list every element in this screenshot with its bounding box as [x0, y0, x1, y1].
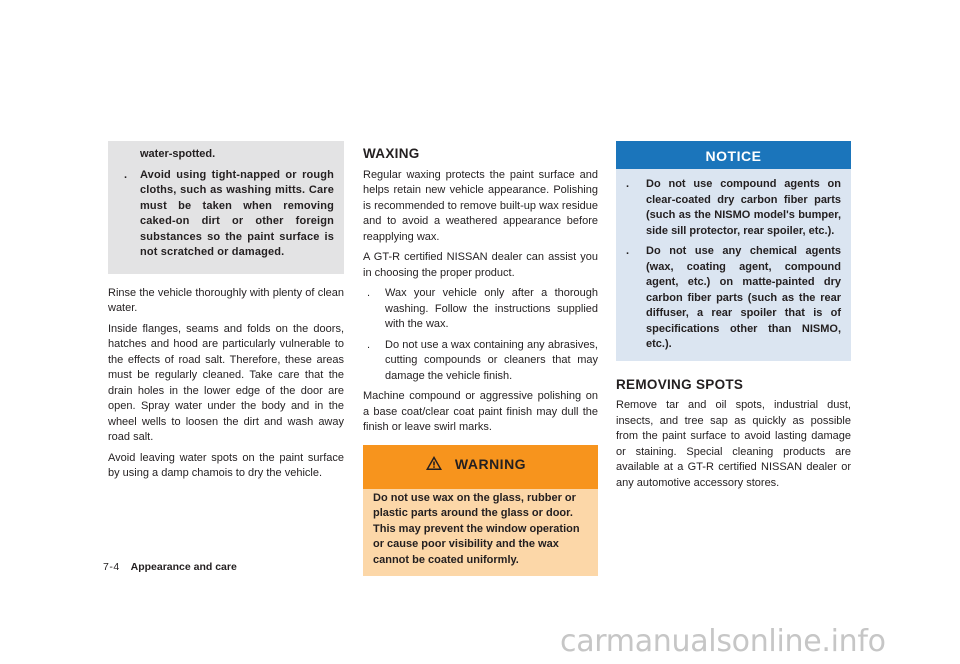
waxing-bullet-1-text: Wax your vehicle only after a thorough washing. Follow the instructions supplied with the wax.: [385, 287, 598, 330]
notice-bullet-2: [626, 244, 841, 353]
removing-spots-paragraph: Remove tar and oil spots, industrial dust, insects, and tree sap as quickly as possible from the paint surface to avoid lasting damage or staining. Special cleaning products are available at a GT-R certified NISSAN dealer or any automotive accessory stores.: [616, 399, 851, 489]
paragraph-road-salt: Inside flanges, seams and folds on the doors, hatches and hood are particularly vulnerable to the effects of road salt. Therefore, these areas must be regularly cleaned. Take care that the drain holes in the lower edge of the door are open. Spray water under the body and in the wheel wells to loosen the dirt and wash away road salt.: [108, 322, 344, 443]
notice-body: [616, 169, 851, 361]
paragraph-water-spots: Avoid leaving water spots on the paint surface by using a damp chamois to dry the vehicle.: [108, 451, 344, 479]
page-number: 7-4: [103, 561, 120, 573]
warning-header: [363, 445, 598, 489]
caution-continuation-box: [108, 141, 344, 274]
removing-spots-heading: REMOVING SPOTS: [616, 376, 744, 392]
bullet-marker: .: [367, 287, 371, 299]
notice-box: [616, 141, 851, 361]
notice-bullet-1: [626, 177, 841, 239]
notice-title: NOTICE: [616, 141, 851, 169]
waxing-bullet-2: [363, 338, 598, 385]
warning-text: Do not use wax on the glass, rubber or plastic parts around the glass or door. This may prevent the window operation or cause poor visibility and the wax cannot be coated uniformly.: [363, 489, 598, 577]
caution-continuation-text: water-spotted.: [140, 148, 216, 160]
waxing-paragraph-2: A GT-R certified NISSAN dealer can assist you in choosing the proper product.: [363, 251, 598, 279]
bullet-marker: .: [367, 338, 371, 351]
page-footer: [103, 561, 237, 573]
waxing-heading: WAXING: [363, 146, 420, 161]
warning-title: WARNING: [454, 455, 527, 472]
watermark: carmanualsonline.info: [560, 624, 886, 659]
bullet-marker: .: [626, 245, 630, 257]
caution-bullet: [108, 168, 334, 261]
waxing-paragraph-3: Machine compound or aggressive polishing on a base coat/clear coat paint finish may dull the finish or leave swirl marks.: [363, 390, 598, 433]
notice-bullet-1-text: Do not use compound agents on clear-coated dry carbon fiber parts (such as the NISMO model's bumper, side sill protector, rear spoiler, etc.).: [646, 178, 841, 237]
caution-bullet-text: Avoid using tight-napped or rough cloths, such as washing mitts. Care must be taken when removing caked-on dirt or other foreign substances so the paint surface is not scratched or damaged.: [140, 168, 334, 258]
column-2: [363, 146, 598, 576]
warning-box: [363, 445, 598, 577]
waxing-paragraph-1: Regular waxing protects the paint surface and helps retain new vehicle appearance. Polishing is recommended to remove built-up wax residue and to avoid a weathered appearance before reapplying wax.: [363, 168, 598, 243]
bullet-marker: .: [124, 168, 128, 181]
waxing-bullet-1: [363, 286, 598, 333]
waxing-bullet-2-text: Do not use a wax containing any abrasives, cutting compounds or cleaners that may damage the vehicle finish.: [385, 338, 598, 382]
section-title: Appearance and care: [130, 561, 237, 573]
notice-bullet-2-text: Do not use any chemical agents (wax, coating agent, compound agent, etc.) on matte-painted dry carbon fiber parts (such as the rear diffuser, a rear spoiler that is of specifications other than NISMO, etc.).: [646, 245, 841, 350]
column-3: [616, 141, 851, 496]
column-1: [108, 141, 344, 487]
paragraph-rinse: Rinse the vehicle thoroughly with plenty of clean water.: [108, 286, 344, 314]
bullet-marker: .: [626, 178, 630, 190]
